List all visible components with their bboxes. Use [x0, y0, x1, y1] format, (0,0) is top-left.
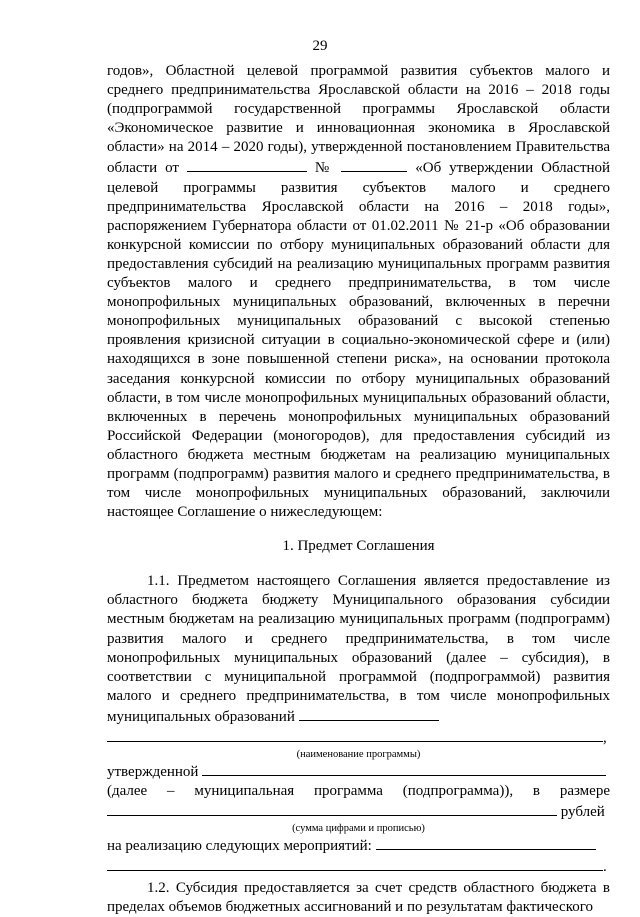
section-heading: 1. Предмет Соглашения — [282, 538, 435, 555]
hereinafter-line: (далее – муниципальная программа (подпрограмма)), в размере — [107, 783, 610, 800]
amount-line — [107, 801, 610, 822]
comma: , — [603, 730, 607, 746]
approved-line — [107, 761, 610, 782]
amount-caption: (сумма цифрами и прописью) — [292, 823, 425, 835]
preamble-text-1: годов», Областной целевой программой развития субъектов малого и среднего предпринимательства Ярославской области на 2016 – 2018 годы (подпрограммой государственной программы Ярославской области «Экономическое развитие и инновационная экономика в Ярославской области» на 2014 – 2020 годы), утвержденной постановлением Правительства области от — [107, 63, 610, 177]
rubles-label: рублей — [560, 804, 605, 821]
approval-blank — [202, 761, 606, 776]
clause-1-1-paragraph — [107, 572, 610, 727]
page-number: 29 — [312, 38, 328, 54]
clause-1-1-text: 1.1. Предметом настоящего Соглашения является предоставление из областного бюджета бюджету Муниципального образования субсидии местным бюджетам на реализацию муниципальных программ (подпрограмм) развития малого и среднего предпринимательства, в том числе монопрофильных муниципальных образований (далее – субсидия), в соответствии с муниципальной программой (подпрограммой) развития малого и среднего предпринимательства, в том числе монопрофильных муниципальных образований — [107, 573, 610, 725]
document-body — [107, 62, 610, 917]
activities-label: на реализацию следующих мероприятий: — [107, 838, 372, 855]
program-name-blank-2 — [107, 727, 603, 742]
amount-blank — [107, 801, 557, 816]
activities-line-2 — [107, 856, 610, 877]
program-name-caption: (наименование программы) — [296, 749, 421, 761]
period: . — [603, 859, 607, 876]
program-name-line — [107, 727, 610, 748]
decree-number-blank — [341, 157, 407, 172]
activities-line — [107, 835, 610, 856]
program-name-blank — [299, 706, 439, 721]
number-sign: № — [314, 160, 334, 177]
activities-blank-2 — [107, 856, 603, 871]
preamble-paragraph — [107, 62, 610, 522]
activities-blank — [376, 835, 596, 850]
preamble-text-2: «Об утверждении Областной целевой программы развития субъектов малого и среднего предпринимательства Ярославской области на 2016 – 2018 годы», распоряжением Губернатора области от 01.02.2011 № 21-р «Об образовании конкурсной комиссии по отбору муниципальных образований области для предоставления субсидий на реализацию муниципальных программ развития субъектов малого и среднего предпринимательства, в том числе монопрофильных муниципальных образований, включенных в перечни монопрофильных муниципальных образований с высокой степенью проявления кризисной ситуации в социально-экономической сфере и (или) находящихся в зоне повышенной степени риска», на основании протокола заседания конкурсной комиссии по отбору муниципальных образований области, в том числе монопрофильных муниципальных образований области, включенных в перечень монопрофильных муниципальных образований Российской Федерации (моногородов), для предоставления субсидий из областного бюджета местным бюджетам на реализацию муниципальных программ (подпрограмм) развития малого и среднего предпринимательства, в том числе монопрофильных муниципальных образований, заключили настоящее Соглашение о нижеследующем: — [107, 160, 611, 521]
decree-date-blank — [187, 157, 307, 172]
clause-1-2-paragraph: 1.2. Субсидия предоставляется за счет средств областного бюджета в пределах объемов бюджетных ассигнований и по результатам фактического — [107, 879, 610, 915]
approved-label: утвержденной — [107, 764, 199, 781]
